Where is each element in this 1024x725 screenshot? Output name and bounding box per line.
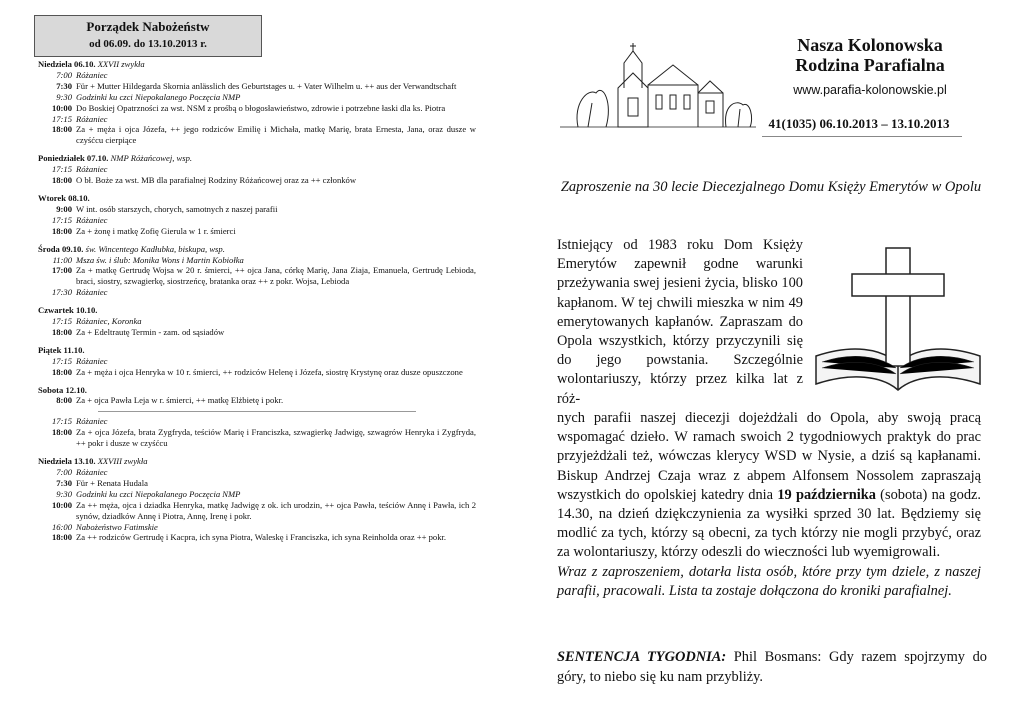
entry-time: 18:00: [51, 427, 72, 438]
schedule-entry: [38, 416, 476, 427]
entry-intention: Nabożeństwo Fatimskie: [76, 521, 158, 532]
para2-end: (sobota) na godz. 14.30, na dzień dziękczynienia za wysiłki sprzed 30 lat. Będziemy się modlić za tych, którzy są obecni, za tych którzy nie mogli przybyć, oraz za wolontariuszy, którzy odeszli do wieczności lub wyemigrowali.: [557, 486, 981, 561]
day-heading-date: Wtorek 08.10.: [38, 192, 90, 203]
entry-time: 17:00: [51, 265, 72, 276]
entry-intention: Za + żonę i matkę Zofię Gierula w 1 r. śmierci: [76, 225, 236, 236]
article-title: Zaproszenie na 30 lecie Diecezjalnego Domu Księży Emerytów w Opolu: [560, 179, 982, 195]
bulletin-title-line1: Nasza Kolonowska: [797, 35, 943, 55]
schedule-dates: od 06.09. do 13.10.2013 r.: [89, 38, 207, 50]
day-liturgical-note: XXVIII zwykła: [97, 456, 148, 467]
schedule-day: [38, 305, 476, 338]
schedule-entry: [38, 124, 476, 146]
bulletin-title: [760, 35, 980, 75]
schedule-header-box: [34, 15, 262, 57]
entry-intention: Godzinki ku czci Niepokalanego Poczęcia NMP: [76, 91, 241, 102]
mass-schedule: [38, 59, 476, 543]
schedule-day: [38, 59, 476, 146]
article-paragraph-3: Wraz z zaproszeniem, dotarła lista osób, które przy tym dziele, z naszej parafii, pracowali. Lista ta zostaje dołączona do kroniki parafialnej.: [557, 563, 981, 599]
sentence-label: SENTENCJA TYGODNIA:: [557, 649, 727, 665]
day-heading: [38, 59, 476, 70]
entry-time: 7:30: [56, 477, 72, 488]
entry-time: 17:15: [51, 214, 72, 225]
day-heading: [38, 193, 476, 204]
entry-intention: Za + ojca Pawła Leja w r. śmierci, ++ matkę Elżbietę i pokr.: [76, 395, 284, 406]
day-heading: [38, 456, 476, 467]
day-liturgical-note: św. Wincentego Kadłubka, biskupa, wsp.: [85, 243, 225, 254]
schedule-entry: [38, 255, 476, 266]
entry-time: 9:00: [56, 203, 72, 214]
event-date: 19 października: [777, 486, 876, 503]
entry-intention: Für + Renata Hudala: [76, 477, 148, 488]
entry-intention: Różaniec: [76, 69, 108, 80]
day-heading: [38, 244, 476, 255]
schedule-entry: [38, 356, 476, 367]
sentence-text: Phil Bosmans: Gdy razem spojrzymy do góry, to niebo się ku nam przybliży.: [557, 649, 987, 685]
schedule-entry: [38, 265, 476, 287]
schedule-day: [38, 193, 476, 237]
entry-intention: Różaniec: [76, 355, 108, 366]
entry-intention: Für + Mutter Hildegarda Skornia anlässlich des Geburtstages u. + Vater Wilhelm u. ++ aus der Verwandtschaft: [76, 80, 457, 91]
day-heading-date: Sobota 12.10.: [38, 384, 87, 395]
day-heading: [38, 345, 476, 356]
article-paragraph-1: Istniejący od 1983 roku Dom Księży Emerytów zapewnił godne warunki przeżywania swej jesieni życia, blisko 100 kapłanom. W tej chwili mieszka w nim 49 emerytowanych kapłanów. Zapraszam do Opola wszystkich, którzy przyczynili się do jego powstania. Szczególnie wolontariuszy, którzy przez kilka lat z róż-: [557, 237, 803, 407]
entry-intention: Różaniec: [76, 467, 108, 477]
entry-time: 9:30: [56, 488, 72, 499]
entry-intention: Za + męża i ojca Henryka w 10 r. śmierci, ++ rodziców Helenę i Józefa, siostrę Krystynę oraz dusze opuszczone: [76, 366, 463, 377]
day-heading-date: Poniedziałek 07.10.: [38, 153, 109, 164]
day-liturgical-note: NMP Różańcowej, wsp.: [110, 153, 193, 164]
entry-intention: Za + ojca Józefa, brata Zygfryda, teściów Marię i Franciszka, szwagierkę Jadwigę, szwagrów Henryka i Zygfryda, ++ pokr i dusze w czyśćcu: [76, 427, 476, 449]
entry-time: 18:00: [51, 124, 72, 135]
schedule-entry: [38, 327, 476, 338]
day-liturgical-note: XXVII zwykła: [97, 59, 145, 69]
schedule-entry: [38, 164, 476, 175]
church-illustration: [558, 33, 758, 133]
entry-time: 18:00: [51, 175, 72, 186]
entry-intention: W int. osób starszych, chorych, samotnych z naszej parafii: [76, 203, 278, 214]
entry-time: 18:00: [51, 225, 72, 236]
entry-time: 7:30: [56, 80, 72, 91]
schedule-entry: [38, 522, 476, 533]
schedule-entry: [38, 500, 476, 522]
entry-time: 18:00: [51, 366, 72, 377]
schedule-entry: [38, 92, 476, 103]
para2-start: nych parafii naszej diecezji dojeżdżali do Opola, aby swoją pracą wspomagać dzieło. W ramach swoich 2 tygodniowych praktyk do prac przyjeżdżali też, wówczas klerycy WSD w Nysie, a dziś są kapłanami. Biskup Andrzej Czaja wraz z abpem Alfonsem Nossolem zapraszają wszystkich do opolskiej katedry dnia: [557, 410, 981, 503]
schedule-entry: [38, 478, 476, 489]
day-heading-date: Niedziela 06.10.: [38, 59, 96, 69]
day-heading: [38, 305, 476, 316]
entry-intention: Różaniec: [76, 113, 108, 124]
entry-time: 17:15: [51, 316, 72, 327]
entry-time: 10:00: [51, 102, 72, 113]
schedule-entry: [38, 175, 476, 186]
day-heading-date: Piątek 11.10.: [38, 344, 85, 355]
entry-intention: O bł. Boże za wst. MB dla parafialnej Rodziny Różańcowej oraz za ++ członków: [76, 175, 357, 186]
schedule-entry: [38, 81, 476, 92]
entry-intention: Za + matkę Gertrudę Wojsa w 20 r. śmierci, ++ ojca Jana, córkę Marię, Jana Ziaja, Emanuela, Gertrudę Lebioda, braci, siostry, szwagierkę, siostrzeńcę, bratanka oraz ++ z pokr. Wojsa, Lebioda: [76, 265, 476, 287]
schedule-entry: [38, 427, 476, 449]
schedule-entry: [38, 204, 476, 215]
schedule-entry: [38, 103, 476, 114]
entry-time: 7:00: [56, 467, 72, 477]
day-heading: [38, 153, 476, 164]
entry-time: 8:00: [56, 395, 72, 406]
schedule-entry: [38, 532, 476, 543]
schedule-day: [38, 345, 476, 378]
issue-number: 41(1035) 06.10.2013 – 13.10.2013: [768, 116, 950, 131]
masthead-divider: [762, 136, 962, 137]
entry-intention: Różaniec, Koronka: [76, 316, 142, 327]
schedule-entry: [38, 367, 476, 378]
schedule-entry: [38, 316, 476, 327]
entry-intention: Różaniec: [76, 287, 108, 298]
entry-time: 17:15: [51, 416, 72, 427]
entry-intention: Różaniec: [76, 214, 108, 225]
entry-intention: Za ++ męża, ojca i dziadka Henryka, matkę Jadwigę z ok. ich urodzin, ++ ojca Pawła, teściów Annę i Pawła, ich 2 synów, dziadków Annę i Piotra, Annę, Irenę i pokr.: [76, 499, 476, 521]
entry-time: 10:00: [51, 499, 72, 510]
entry-time: 16:00: [51, 521, 72, 532]
entry-intention: Różaniec: [76, 164, 108, 175]
schedule-separator: [98, 411, 416, 412]
schedule-entry: [38, 489, 476, 500]
schedule-entry: [38, 70, 476, 81]
schedule-entry: [38, 395, 476, 406]
entry-intention: Różaniec: [76, 416, 108, 427]
entry-time: 11:00: [52, 254, 72, 265]
day-heading-date: Środa 09.10.: [38, 243, 84, 254]
entry-intention: Za ++ rodziców Gertrudę i Kacpra, ich syna Piotra, Waleskę i Franciszka, ich syna Reinholda oraz ++ pokr.: [76, 532, 447, 543]
schedule-title: Porządek Nabożeństw: [86, 19, 210, 34]
schedule-day: [38, 385, 476, 450]
entry-time: 17:15: [51, 164, 72, 175]
entry-intention: Msza św. i ślub: Monika Wons i Martin Kobiołka: [76, 254, 244, 265]
entry-time: 17:15: [51, 355, 72, 366]
schedule-entry: [38, 226, 476, 237]
schedule-day: [38, 456, 476, 543]
entry-intention: Do Boskiej Opatrzności za wst. NSM z prośbą o błogosławieństwo, zdrowie i potrzebne łaski dla ks. Piotra: [76, 102, 446, 113]
bulletin-title-line2: Rodzina Parafialna: [795, 55, 945, 75]
sentence-of-week: [557, 648, 987, 687]
schedule-entry: [38, 467, 476, 478]
entry-time: 18:00: [51, 326, 72, 337]
entry-intention: Za + Edeltrautę Termin - zam. od sąsiadów: [76, 326, 225, 337]
schedule-entry: [38, 215, 476, 226]
day-heading-date: Czwartek 10.10.: [38, 305, 98, 316]
parish-url: www.parafia-kolonowskie.pl: [793, 83, 947, 97]
schedule-day: [38, 153, 476, 186]
cross-book-illustration: [812, 244, 984, 394]
entry-time: 7:00: [56, 69, 72, 80]
entry-intention: Za + męża i ojca Józefa, ++ jego rodziców Emilię i Michała, matkę Marię, brata Ernesta, Jana, oraz dusze w czyśćcu cierpiące: [76, 124, 476, 146]
entry-time: 17:30: [51, 287, 72, 298]
entry-intention: Godzinki ku czci Niepokalanego Poczęcia NMP: [76, 488, 241, 499]
day-heading: [38, 385, 476, 396]
entry-time: 17:15: [51, 113, 72, 124]
article-paragraph-2: [557, 409, 981, 601]
entry-time: 18:00: [51, 532, 72, 543]
schedule-day: [38, 244, 476, 299]
day-heading-date: Niedziela 13.10.: [38, 456, 96, 467]
entry-time: 9:30: [56, 91, 72, 102]
schedule-entry: [38, 287, 476, 298]
schedule-entry: [38, 114, 476, 125]
